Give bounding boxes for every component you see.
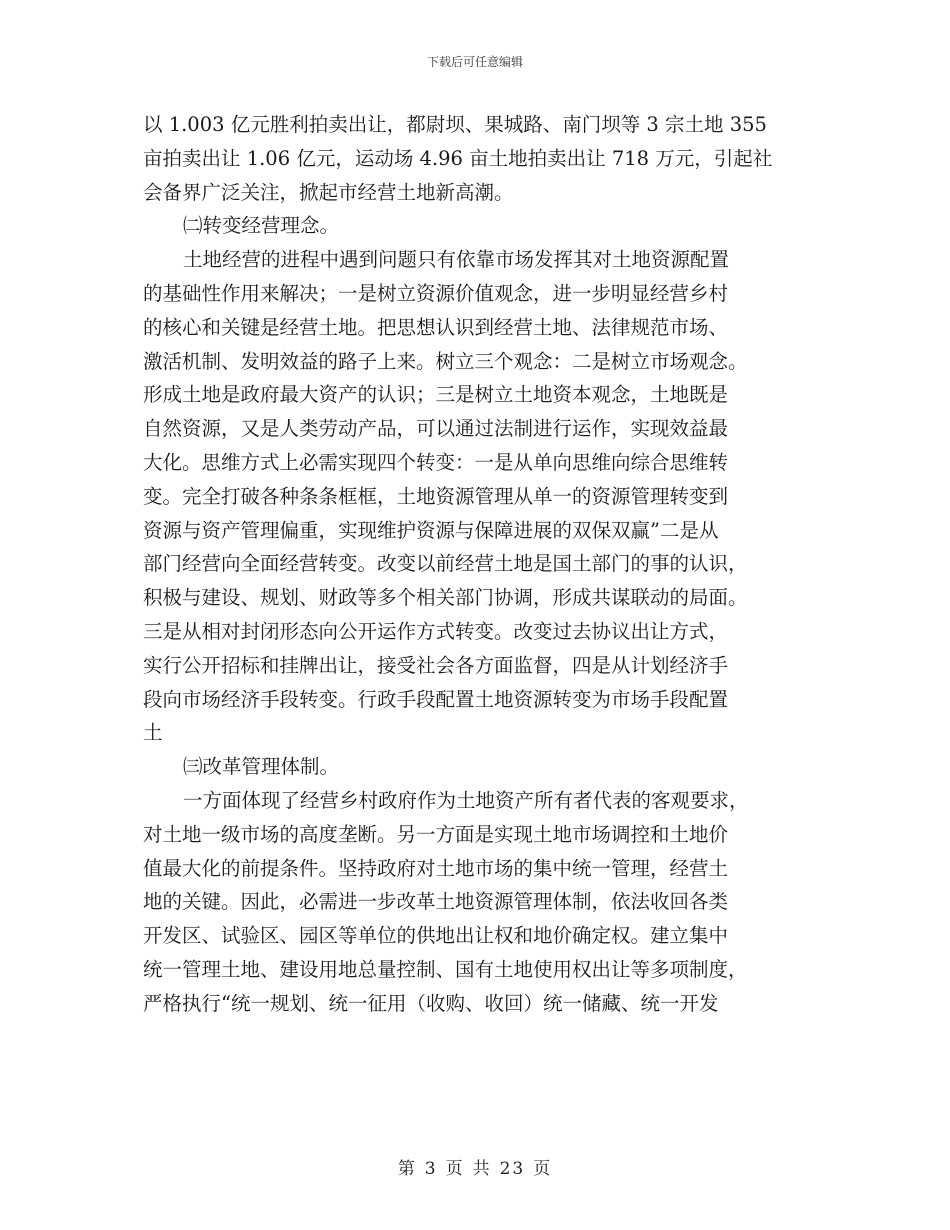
total-unit: 页 [533, 1159, 553, 1179]
text-line: 三是从相对封闭形态向公开运作方式转变。改变过去协议出让方式， [143, 619, 729, 643]
total-label: 共 [472, 1159, 492, 1179]
text-line: 会备界广泛关注，掀起市经营土地新高潮。 [143, 180, 514, 204]
text-line: 以 1.003 亿元胜利拍卖出让，都尉坝、果城路、南门坝等 3 宗土地 355 [143, 113, 767, 136]
text-line: 值最大化的前提条件。坚持政府对土地市场的集中统一管理，经营土 [143, 856, 729, 880]
page-header-note: 下载后可任意编辑 [426, 55, 523, 69]
page-unit: 页 [445, 1159, 465, 1179]
text-line: ㈢改革管理体制。 [183, 755, 340, 779]
text-line: 的基础性作用来解决；一是树立资源价值观念，进一步明显经营乡村 [143, 281, 729, 305]
text-line: 对土地一级市场的高度垄断。另一方面是实现土地市场调控和土地价 [143, 822, 729, 846]
text-line: 一方面体现了经营乡村政府作为土地资产所有者代表的客观要求， [183, 788, 749, 812]
text-line: 资源与资产管理偏重，实现维护资源与保障进展的双保双赢”二是从 [143, 518, 719, 542]
text-line: 的核心和关键是经营土地。把思想认识到经营土地、法律规范市场、 [143, 315, 729, 339]
text-line: 段向市场经济手段转变。行政手段配置土地资源转变为市场手段配置 [143, 687, 729, 711]
text-line: 实行公开招标和挂牌出让，接受社会各方面监督，四是从计划经济手 [143, 653, 729, 677]
text-line: ㈡转变经营理念。 [183, 214, 340, 238]
text-line: 自然资源，又是人类劳动产品，可以通过法制进行运作，实现效益最 [143, 417, 729, 441]
text-line: 大化。思维方式上必需实现四个转变：一是从单向思维向综合思维转 [143, 450, 729, 474]
text-line: 开发区、试验区、园区等单位的供地出让权和地价确定权。建立集中 [143, 924, 729, 948]
total-pages: 23 [499, 1159, 526, 1179]
text-line: 严格执行“统一规划、统一征用（收购、收回）统一储藏、统一开发 [143, 991, 719, 1015]
text-line: 亩拍卖出让 1.06 亿元，运动场 4.96 亩土地拍卖出让 718 万元，引起社 [143, 146, 773, 170]
page-footer [0, 1154, 950, 1179]
page-label: 第 [397, 1159, 417, 1179]
text-line: 土 [143, 721, 163, 745]
text-line: 部门经营向全面经营转变。改变以前经营土地是国土部门的事的认识， [143, 552, 748, 576]
text-line: 积极与建设、规划、财政等多个相关部门协调，形成共谋联动的局面。 [143, 586, 748, 610]
page-number: 3 [424, 1159, 438, 1179]
text-line: 激活机制、发明效益的路子上来。树立三个观念：二是树立市场观念。 [143, 349, 748, 373]
text-line: 变。完全打破各种条条框框，土地资源管理从单一的资源管理转变到 [143, 484, 729, 508]
text-line: 地的关键。因此，必需进一步改革土地资源管理体制，依法收回各类 [143, 890, 729, 914]
text-line: 统一管理土地、建设用地总量控制、国有土地使用权出让等多项制度， [143, 957, 748, 981]
document-body [143, 108, 813, 1021]
text-line: 形成土地是政府最大资产的认识；三是树立土地资本观念，土地既是 [143, 383, 729, 407]
text-line: 土地经营的进程中遇到问题只有依靠市场发挥其对土地资源配置 [183, 248, 730, 272]
